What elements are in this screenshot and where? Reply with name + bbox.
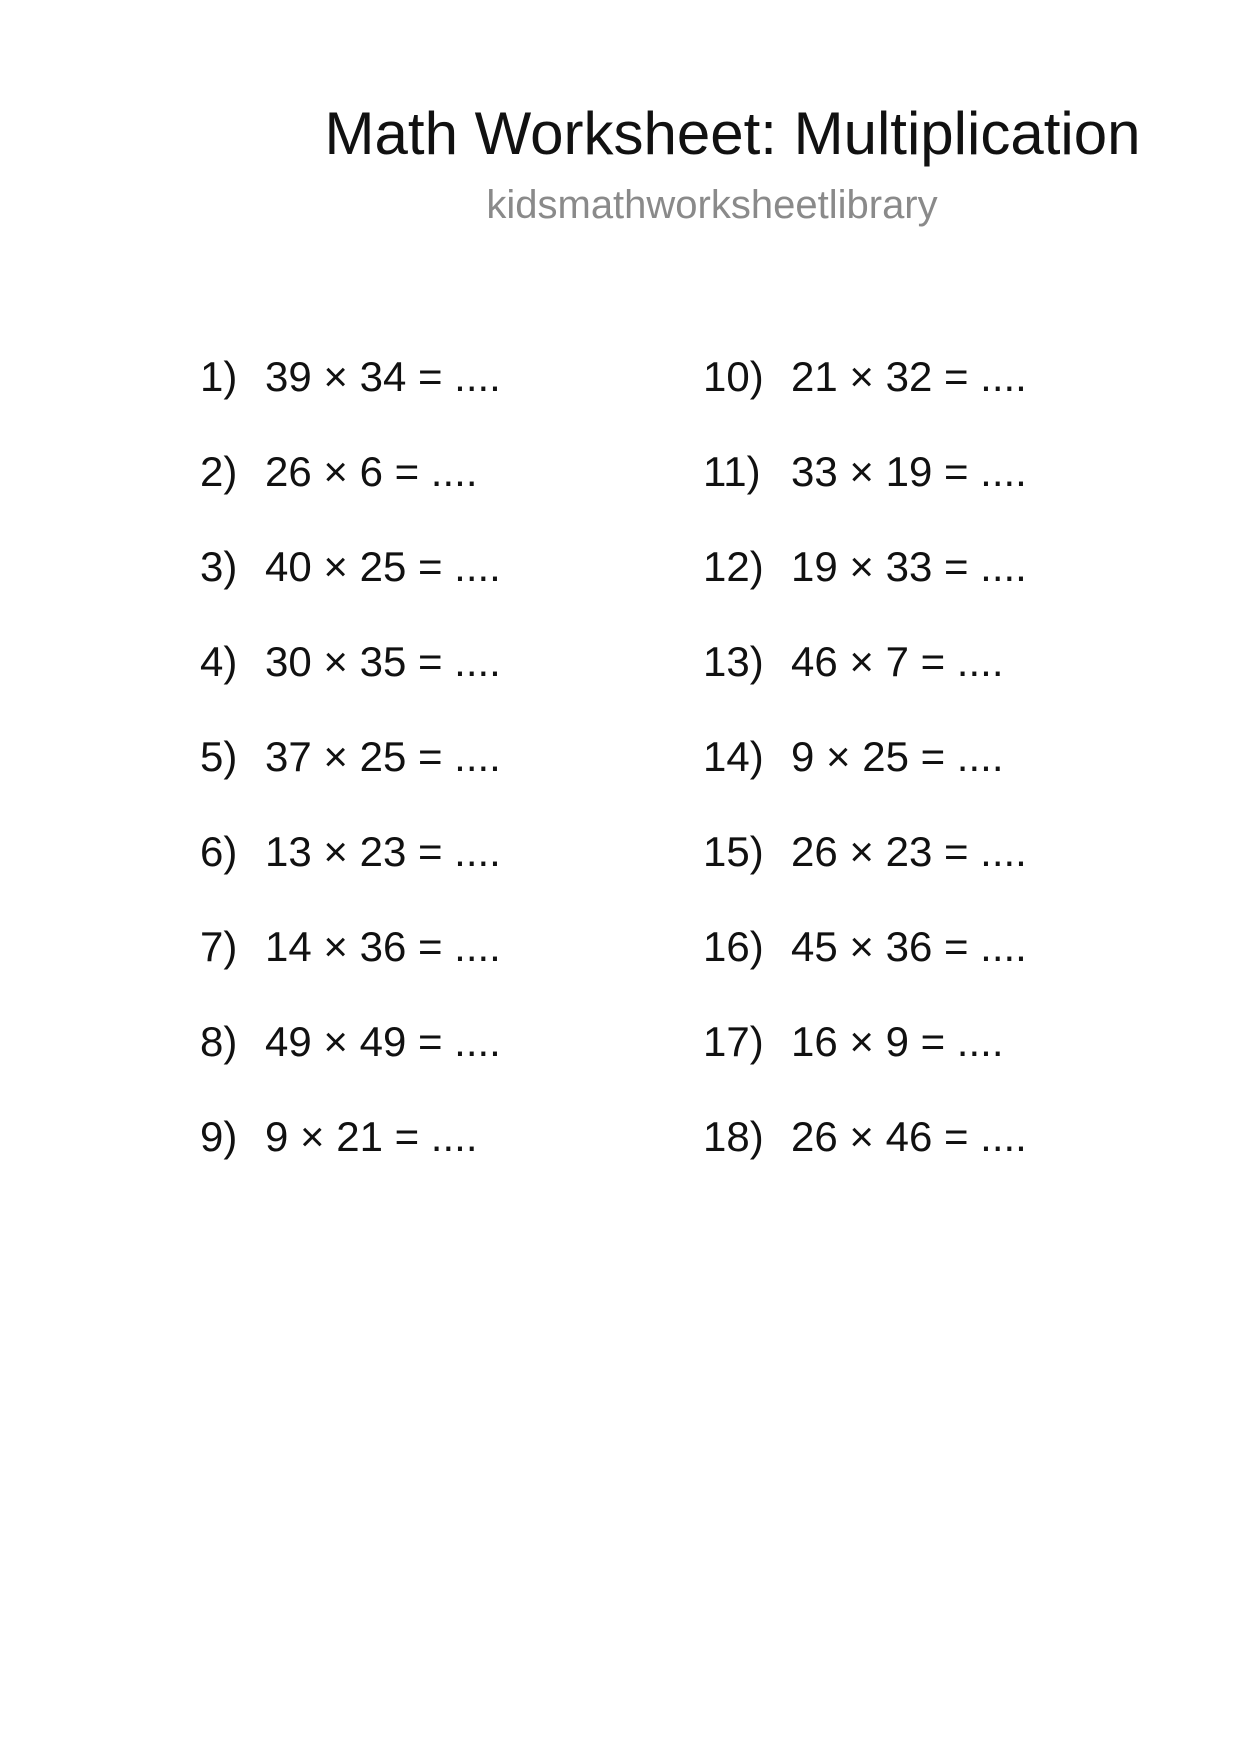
problem-item [200,730,501,825]
problem-number: 16) [703,923,764,970]
problem-item [200,445,501,540]
problem-expression: 49 × 49 = .... [265,1018,501,1065]
problem-expression: 26 × 6 = .... [265,448,478,495]
problem-item [200,825,501,920]
problem-column-left [200,350,501,1205]
problem-expression: 45 × 36 = .... [791,923,1027,970]
problem-number: 10) [703,353,764,400]
problem-item [703,1110,1027,1205]
problem-expression: 33 × 19 = .... [791,448,1027,495]
problem-column-right [703,350,1027,1205]
problem-expression: 26 × 23 = .... [791,828,1027,875]
problem-expression: 13 × 23 = .... [265,828,501,875]
problem-expression: 14 × 36 = .... [265,923,501,970]
problem-number: 3) [200,543,238,590]
problem-expression: 46 × 7 = .... [791,638,1004,685]
problem-item [200,1110,501,1205]
problem-number: 9) [200,1113,238,1160]
problem-expression: 40 × 25 = .... [265,543,501,590]
problem-number: 14) [703,733,764,780]
problem-number: 1) [200,353,238,400]
problem-expression: 39 × 34 = .... [265,353,501,400]
problem-number: 15) [703,828,764,875]
problem-expression: 19 × 33 = .... [791,543,1027,590]
problem-item [703,730,1027,825]
page-subtitle: kidsmathworksheetlibrary [486,183,938,227]
problem-expression: 9 × 25 = .... [791,733,1004,780]
problem-expression: 21 × 32 = .... [791,353,1027,400]
problem-number: 5) [200,733,238,780]
problem-item [703,920,1027,1015]
problem-item [200,635,501,730]
problem-item [200,350,501,445]
problem-item [703,540,1027,635]
problem-expression: 16 × 9 = .... [791,1018,1004,1065]
problem-item [703,445,1027,540]
problem-number: 17) [703,1018,764,1065]
problem-expression: 9 × 21 = .... [265,1113,478,1160]
problem-item [200,920,501,1015]
problem-number: 11) [703,448,761,495]
problem-item [703,350,1027,445]
problem-expression: 30 × 35 = .... [265,638,501,685]
problem-number: 8) [200,1018,238,1065]
problem-number: 13) [703,638,764,685]
problem-number: 2) [200,448,238,495]
problem-item [200,540,501,635]
problem-item [703,635,1027,730]
problem-item [703,1015,1027,1110]
page-title: Math Worksheet: Multiplication [324,100,1141,167]
problem-expression: 37 × 25 = .... [265,733,501,780]
problem-number: 18) [703,1113,764,1160]
problem-number: 4) [200,638,238,685]
problem-number: 12) [703,543,764,590]
problem-expression: 26 × 46 = .... [791,1113,1027,1160]
problem-number: 6) [200,828,238,875]
problem-item [200,1015,501,1110]
problem-item [703,825,1027,920]
problem-number: 7) [200,923,238,970]
